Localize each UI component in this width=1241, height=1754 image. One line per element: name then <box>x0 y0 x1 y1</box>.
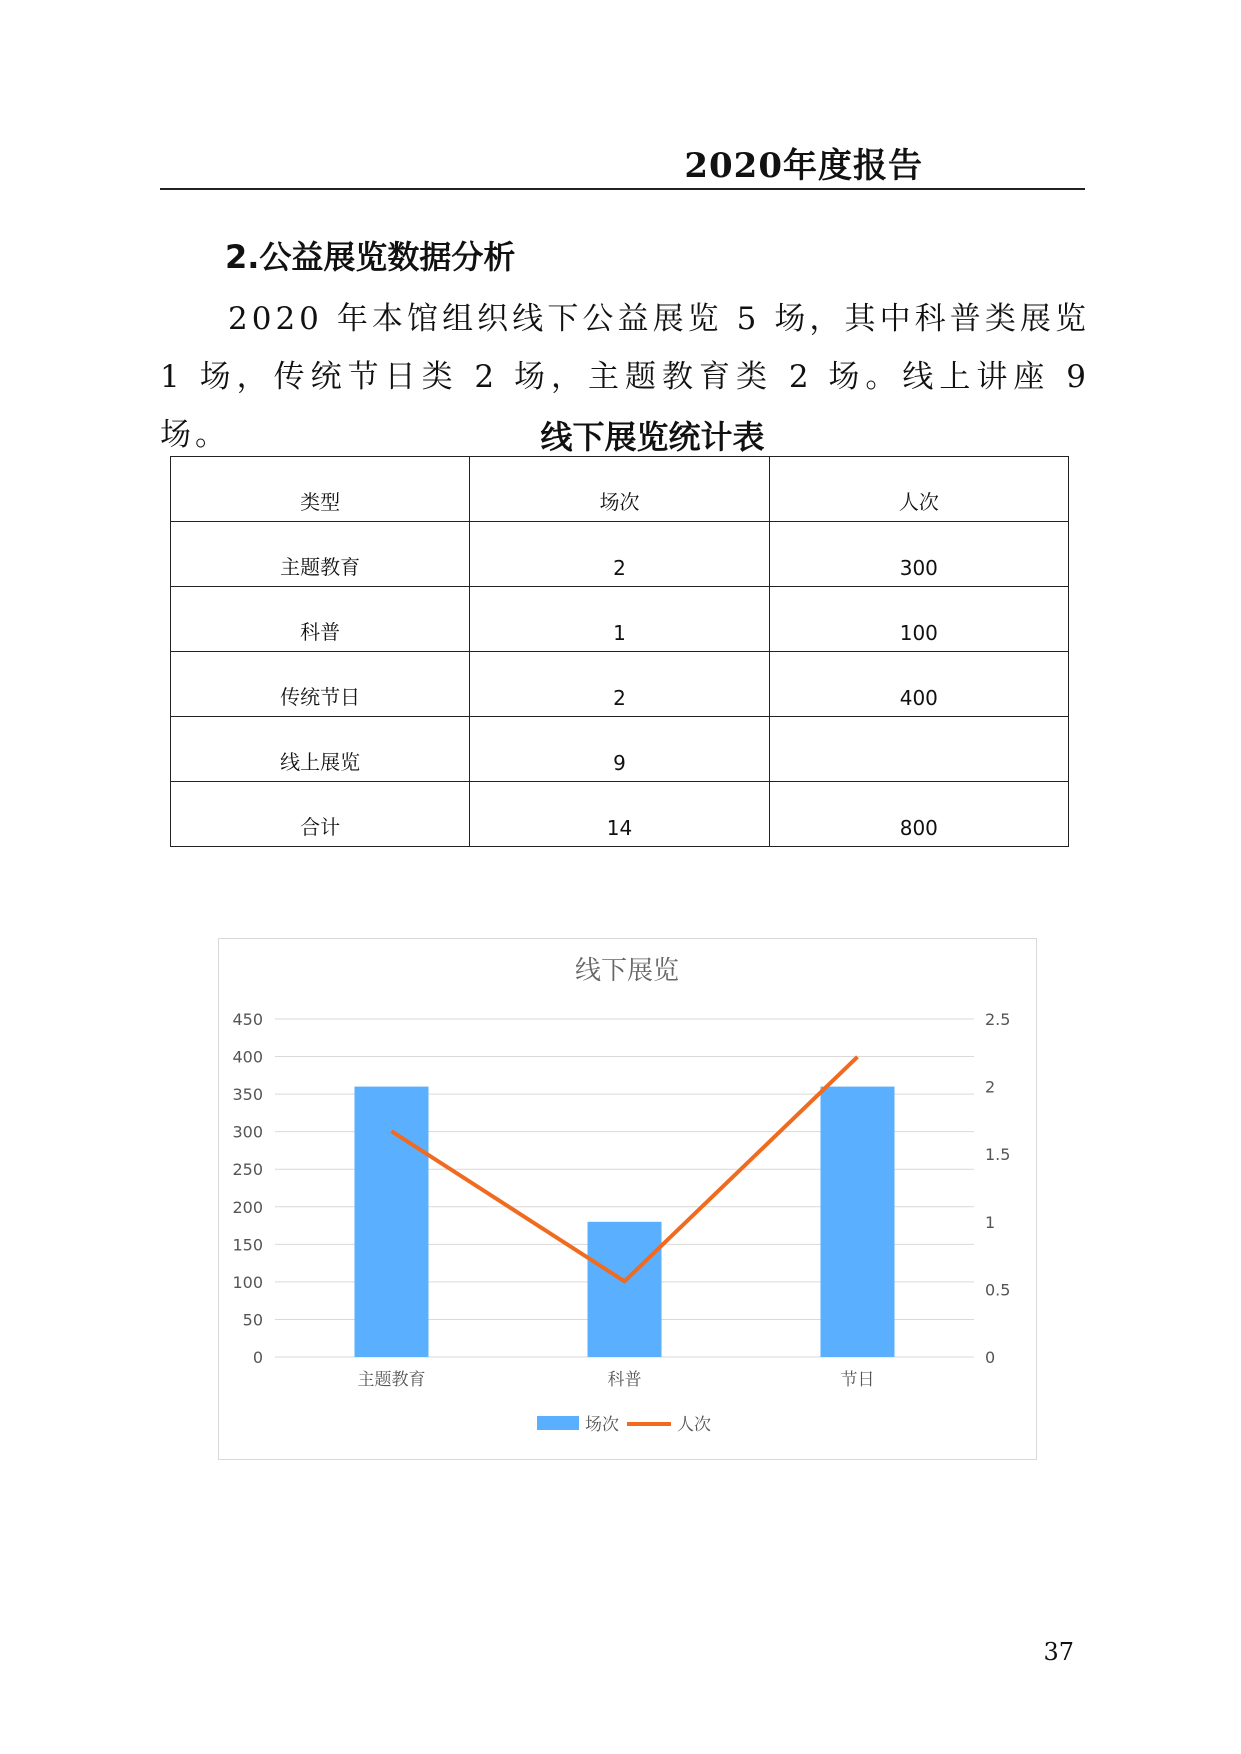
header-rule <box>160 188 1085 190</box>
table-cell: 线上展览 <box>171 717 470 782</box>
left-axis-tick-label: 450 <box>232 1010 263 1029</box>
report-title: 2020年度报告 <box>684 146 923 186</box>
left-axis-tick-label: 100 <box>232 1272 263 1292</box>
category-label: 科普 <box>607 1370 642 1390</box>
left-axis-tick-label: 0 <box>252 1348 263 1367</box>
right-axis-tick-label: 1 <box>985 1212 996 1232</box>
table-cell: 合计 <box>171 782 470 847</box>
table-cell: 300 <box>769 522 1068 587</box>
chart-title: 线下展览 <box>574 956 680 986</box>
table-row <box>171 522 1069 587</box>
table-header-cell: 人次 <box>769 457 1068 522</box>
table-row <box>171 652 1069 717</box>
right-axis-tick-label: 1.5 <box>985 1145 1011 1165</box>
table-header-cell: 场次 <box>470 457 769 522</box>
table-header-cell: 类型 <box>171 457 470 522</box>
table-cell: 800 <box>769 782 1068 847</box>
bar <box>821 1087 895 1357</box>
legend-label: 人次 <box>677 1415 711 1435</box>
left-axis-tick-label: 250 <box>232 1160 263 1180</box>
table-cell: 400 <box>769 652 1068 717</box>
legend-swatch-bar <box>537 1416 579 1430</box>
left-axis-tick-label: 150 <box>232 1235 263 1255</box>
table-cell: 1 <box>470 587 769 652</box>
table-header-row <box>171 457 1069 522</box>
chart-container <box>218 938 1037 1460</box>
table-cell: 2 <box>470 522 769 587</box>
table-row <box>171 587 1069 652</box>
category-label: 主题教育 <box>357 1370 426 1390</box>
left-axis-tick-label: 400 <box>232 1047 263 1067</box>
left-axis-tick-label: 350 <box>232 1085 263 1105</box>
table-cell: 100 <box>769 587 1068 652</box>
table-cell: 主题教育 <box>171 522 470 587</box>
table-cell: 2 <box>470 652 769 717</box>
right-axis-tick-label: 2.5 <box>985 1010 1011 1029</box>
table-row <box>171 717 1069 782</box>
table-cell: 科普 <box>171 587 470 652</box>
table-cell: 9 <box>470 717 769 782</box>
right-axis-tick-label: 0.5 <box>985 1280 1011 1300</box>
left-axis-tick-label: 200 <box>232 1197 263 1217</box>
page-number: 37 <box>1043 1638 1074 1666</box>
left-axis-tick-label: 300 <box>232 1122 263 1142</box>
right-axis-tick-label: 2 <box>985 1077 996 1097</box>
section-paragraph: 2020 年本馆组织线下公益展览 5 场，其中科普类展览 1 场，传统节日类 2 场，主题教育类 2 场。线上讲座 9 场。 <box>160 301 1090 453</box>
category-label: 节日 <box>840 1370 875 1390</box>
legend-label: 场次 <box>585 1415 619 1435</box>
bar <box>355 1087 429 1357</box>
table-cell <box>769 717 1068 782</box>
table-caption: 线下展览统计表 <box>540 418 765 456</box>
exhibition-chart <box>219 939 1036 1459</box>
table-cell: 传统节日 <box>171 652 470 717</box>
table-cell: 14 <box>470 782 769 847</box>
right-axis-tick-label: 0 <box>985 1348 996 1367</box>
bar <box>588 1222 662 1357</box>
table-total-row <box>171 782 1069 847</box>
left-axis-tick-label: 50 <box>242 1310 263 1330</box>
section-title: 2.公益展览数据分析 <box>225 238 516 276</box>
statistics-table <box>170 456 1069 847</box>
